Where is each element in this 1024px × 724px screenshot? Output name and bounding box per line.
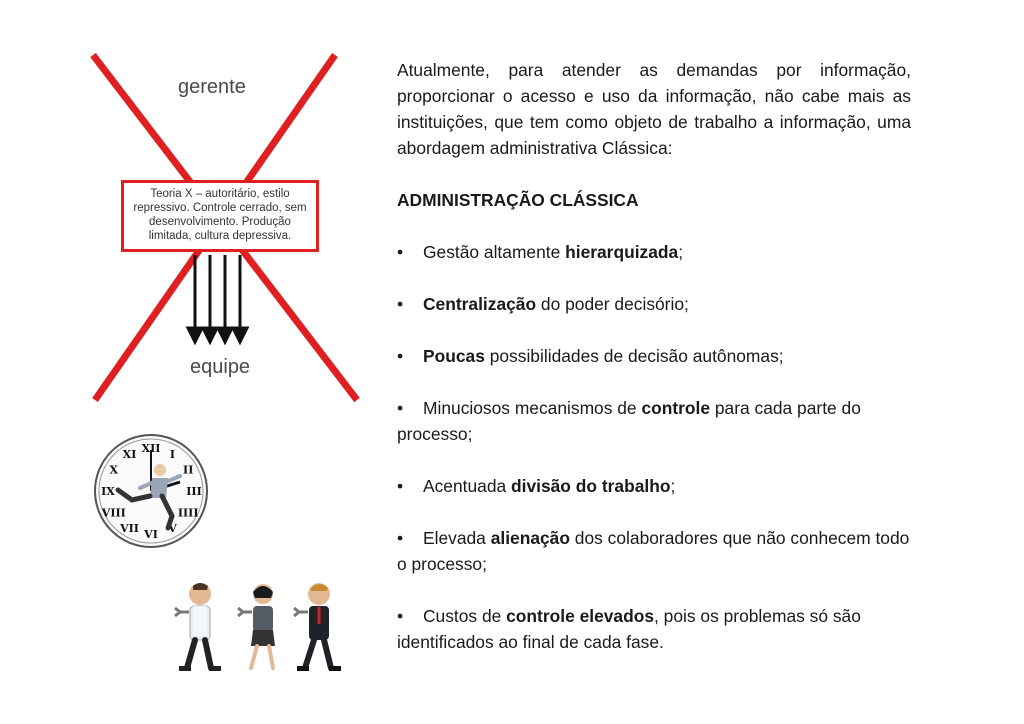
team-label: equipe [190,356,251,378]
clock-numeral: IX [101,485,115,498]
windup-man-1-icon [175,583,221,671]
bullet-list [397,239,911,655]
bullet-marker: • [397,242,404,262]
downward-arrows [188,255,247,342]
bullet-text-bold: controle [641,398,711,418]
clock-numeral: III [186,485,202,498]
clock-numeral: VII [120,522,139,536]
bullet-text-pre: Gestão altamente [423,242,566,262]
bullet-marker: • [397,398,404,418]
clock-running-man-image [92,432,210,550]
intro-paragraph: Atualmente, para atender as demandas por informação, proporcionar o acesso e uso da informação, não cabe mais as instituições, que tem como objeto de trabalho a informação, uma abordagem administrativa Clássica: [397,60,911,158]
bullet-text-bold: Centralização [423,294,537,314]
clock-numeral: VIII [101,506,126,520]
windup-man-2-icon [294,583,341,671]
bullet-marker: • [397,606,404,626]
bullet-text-post: do poder decisório; [536,294,689,314]
bullet-marker: • [397,476,404,496]
bullet-text-post: dos colaboradores que não conhecem todo o processo; [397,528,910,574]
clock-numeral: XI [122,447,137,461]
clock-numeral: IIII [177,506,199,520]
bullet-item [397,473,911,499]
bullet-text-bold: controle elevados [506,606,655,626]
bullet-text-post: ; [678,242,684,262]
clock-numeral: II [183,463,194,477]
section-title: ADMINISTRAÇÃO CLÁSSICA [397,190,639,210]
windup-people-image [165,580,350,680]
bullet-text-bold: Poucas [423,346,485,366]
bullet-item [397,291,911,317]
bullet-text-post: , pois os problemas só são identificados ao final de cada fase. [397,606,861,652]
bullet-text-bold: hierarquizada [565,242,679,262]
bullet-text-pre: Minuciosos mecanismos de [423,398,642,418]
bullet-text-bold: divisão do trabalho [511,476,671,496]
bullet-marker: • [397,294,404,314]
bullet-marker: • [397,528,404,548]
bullet-text-pre: Acentuada [423,476,511,496]
bullet-item [397,525,911,577]
content-column [397,57,911,681]
bullet-text-pre: Elevada [423,528,491,548]
bullet-text-bold: alienação [490,528,570,548]
bullet-item [397,343,911,369]
clock-numeral: VI [144,528,158,541]
bullet-item [397,239,911,265]
manager-label: gerente [178,76,246,98]
hierarchy-diagram [85,50,365,410]
theory-x-box: Teoria X – autoritário, estilo repressivo. Controle cerrado, sem desenvolvimento. Produção limitada, cultura depressiva. [121,180,319,252]
windup-woman-icon [238,584,275,668]
clock-numeral: X [109,463,119,477]
clock-numeral: XII [141,442,161,455]
bullet-item [397,395,911,447]
bullet-text-post: para cada parte do processo; [397,398,861,444]
clock-numeral: I [169,447,176,461]
bullet-item [397,603,911,655]
clock-numeral: V [168,522,177,536]
bullet-marker: • [397,346,404,366]
bullet-text-post: ; [670,476,676,496]
bullet-text-pre: Custos de [423,606,507,626]
bullet-text-post: possibilidades de decisão autônomas; [484,346,784,366]
